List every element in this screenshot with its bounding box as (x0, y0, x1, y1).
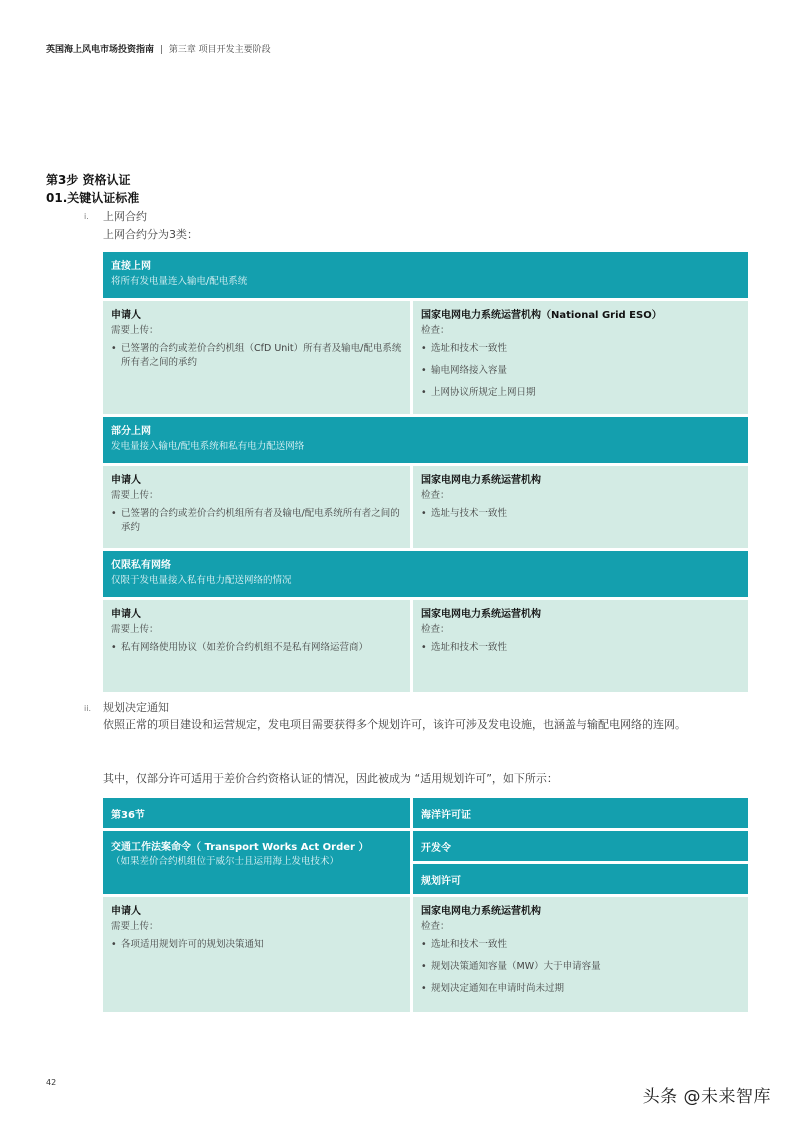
permit-marine-licence (413, 798, 748, 828)
running-header (46, 42, 271, 55)
bullet-list (421, 342, 740, 400)
permit-planning-permission (413, 864, 748, 894)
grid-connection-table (103, 252, 748, 695)
page-number: 42 (46, 1078, 57, 1087)
permit-grid (103, 798, 748, 894)
permit-label: 规划许可 (421, 875, 461, 887)
cell-title: 申请人 (111, 310, 141, 321)
table-row (103, 466, 748, 548)
operator-cell (413, 897, 748, 1012)
cell-subtitle: 需要上传： (111, 490, 159, 501)
list-item: • 选址与技术一致性 (421, 507, 740, 521)
band-title: 部分上网 (111, 426, 151, 437)
bullet-list (421, 507, 740, 521)
cell-title: 国家电网电力系统运营机构 (421, 475, 541, 486)
list-item: • 私有网络使用协议（如差价合约机组不是私有网络运营商） (111, 641, 402, 655)
band-partial-connection (103, 417, 748, 463)
list-item: • 选址和技术一致性 (421, 938, 740, 952)
item-numeral-i: i. (84, 212, 89, 221)
permit-label: 第36节 (111, 809, 145, 821)
permit-section-36 (103, 798, 410, 828)
cell-title: 国家电网电力系统运营机构（National Grid ESO） (421, 310, 662, 321)
chapter-title: 第三章 项目开发主要阶段 (168, 45, 271, 55)
list-item: • 已签署的合约或差价合约机组所有者及输电/配电系统所有者之间的承约 (111, 507, 402, 535)
bullet-list (421, 938, 740, 996)
list-item: • 已签署的合约或差价合约机组（CfD Unit）所有者及输电/配电系统所有者之间的承约 (111, 342, 402, 370)
applicant-cell (103, 301, 410, 414)
bullet-list (111, 641, 402, 655)
bullet-list (111, 342, 402, 370)
item-title-planning-notice: 规划决定通知 (103, 701, 169, 714)
cell-subtitle: 检查： (421, 325, 450, 336)
band-direct-connection (103, 252, 748, 298)
bullet-list (421, 641, 740, 655)
item-title-grid-contract: 上网合约 (103, 210, 147, 223)
band-title: 仅限私有网络 (111, 560, 171, 571)
watermark: 头条 @未来智库 (642, 1087, 771, 1107)
section-subtitle: 01.关键认证标准 (46, 191, 140, 205)
cell-subtitle: 需要上传： (111, 921, 159, 932)
bullet-list (111, 938, 402, 952)
list-item: • 各项适用规划许可的规划决策通知 (111, 938, 402, 952)
operator-cell (413, 466, 748, 548)
permit-transport-works-act (103, 831, 410, 894)
list-item: • 上网协议所规定上网日期 (421, 386, 740, 400)
cell-subtitle: 检查： (421, 624, 450, 635)
cell-subtitle: 检查： (421, 921, 450, 932)
band-private-network-only (103, 551, 748, 597)
applicant-cell (103, 600, 410, 692)
cell-title: 申请人 (111, 609, 141, 620)
permit-note: （如果差价合约机组位于威尔士且运用海上发电技术） (111, 856, 340, 867)
cell-subtitle: 需要上传： (111, 624, 159, 635)
table-row (103, 897, 748, 1012)
list-item: • 选址和技术一致性 (421, 342, 740, 356)
paragraph-planning-intro: 依照正常的项目建设和运营规定，发电项目需要获得多个规划许可，该许可涉及发电设施，也涵盖与输配电网络的连网。 (103, 718, 686, 731)
applicant-cell (103, 466, 410, 548)
cell-title: 国家电网电力系统运营机构 (421, 906, 541, 917)
list-item: • 选址和技术一致性 (421, 641, 740, 655)
permit-development-order (413, 831, 748, 861)
step-title: 第3步 资格认证 (46, 173, 131, 187)
applicant-cell (103, 897, 410, 1012)
cell-title: 申请人 (111, 475, 141, 486)
permit-label: 交通工作法案命令（ Transport Works Act Order ） (111, 842, 369, 853)
item-numeral-ii: ii. (84, 704, 91, 713)
band-title: 直接上网 (111, 261, 151, 272)
cell-subtitle: 需要上传： (111, 325, 159, 336)
table-row (103, 600, 748, 692)
cell-subtitle: 检查： (421, 490, 450, 501)
permit-label: 海洋许可证 (421, 809, 471, 821)
cell-title: 申请人 (111, 906, 141, 917)
band-subtitle: 将所有发电量连入输电/配电系统 (111, 276, 248, 287)
planning-permit-table (103, 798, 748, 1015)
header-separator: | (159, 45, 163, 55)
paragraph-applicable-permits: 其中，仅部分许可适用于差价合约资格认证的情况，因此被成为 “适用规划许可”，如下所示： (103, 772, 558, 785)
operator-cell (413, 600, 748, 692)
item-intro: 上网合约分为3类： (103, 228, 198, 241)
permit-label: 开发令 (421, 842, 451, 854)
cell-title: 国家电网电力系统运营机构 (421, 609, 541, 620)
list-item: • 输电网络接入容量 (421, 364, 740, 378)
band-subtitle: 发电量接入输电/配电系统和私有电力配送网络 (111, 441, 305, 452)
band-subtitle: 仅限于发电量接入私有电力配送网络的情况 (111, 575, 292, 586)
operator-cell (413, 301, 748, 414)
bullet-list (111, 507, 402, 535)
guide-title: 英国海上风电市场投资指南 (46, 45, 155, 55)
list-item: • 规划决策通知容量（MW）大于申请容量 (421, 960, 740, 974)
list-item: • 规划决定通知在申请时尚未过期 (421, 982, 740, 996)
table-row (103, 301, 748, 414)
